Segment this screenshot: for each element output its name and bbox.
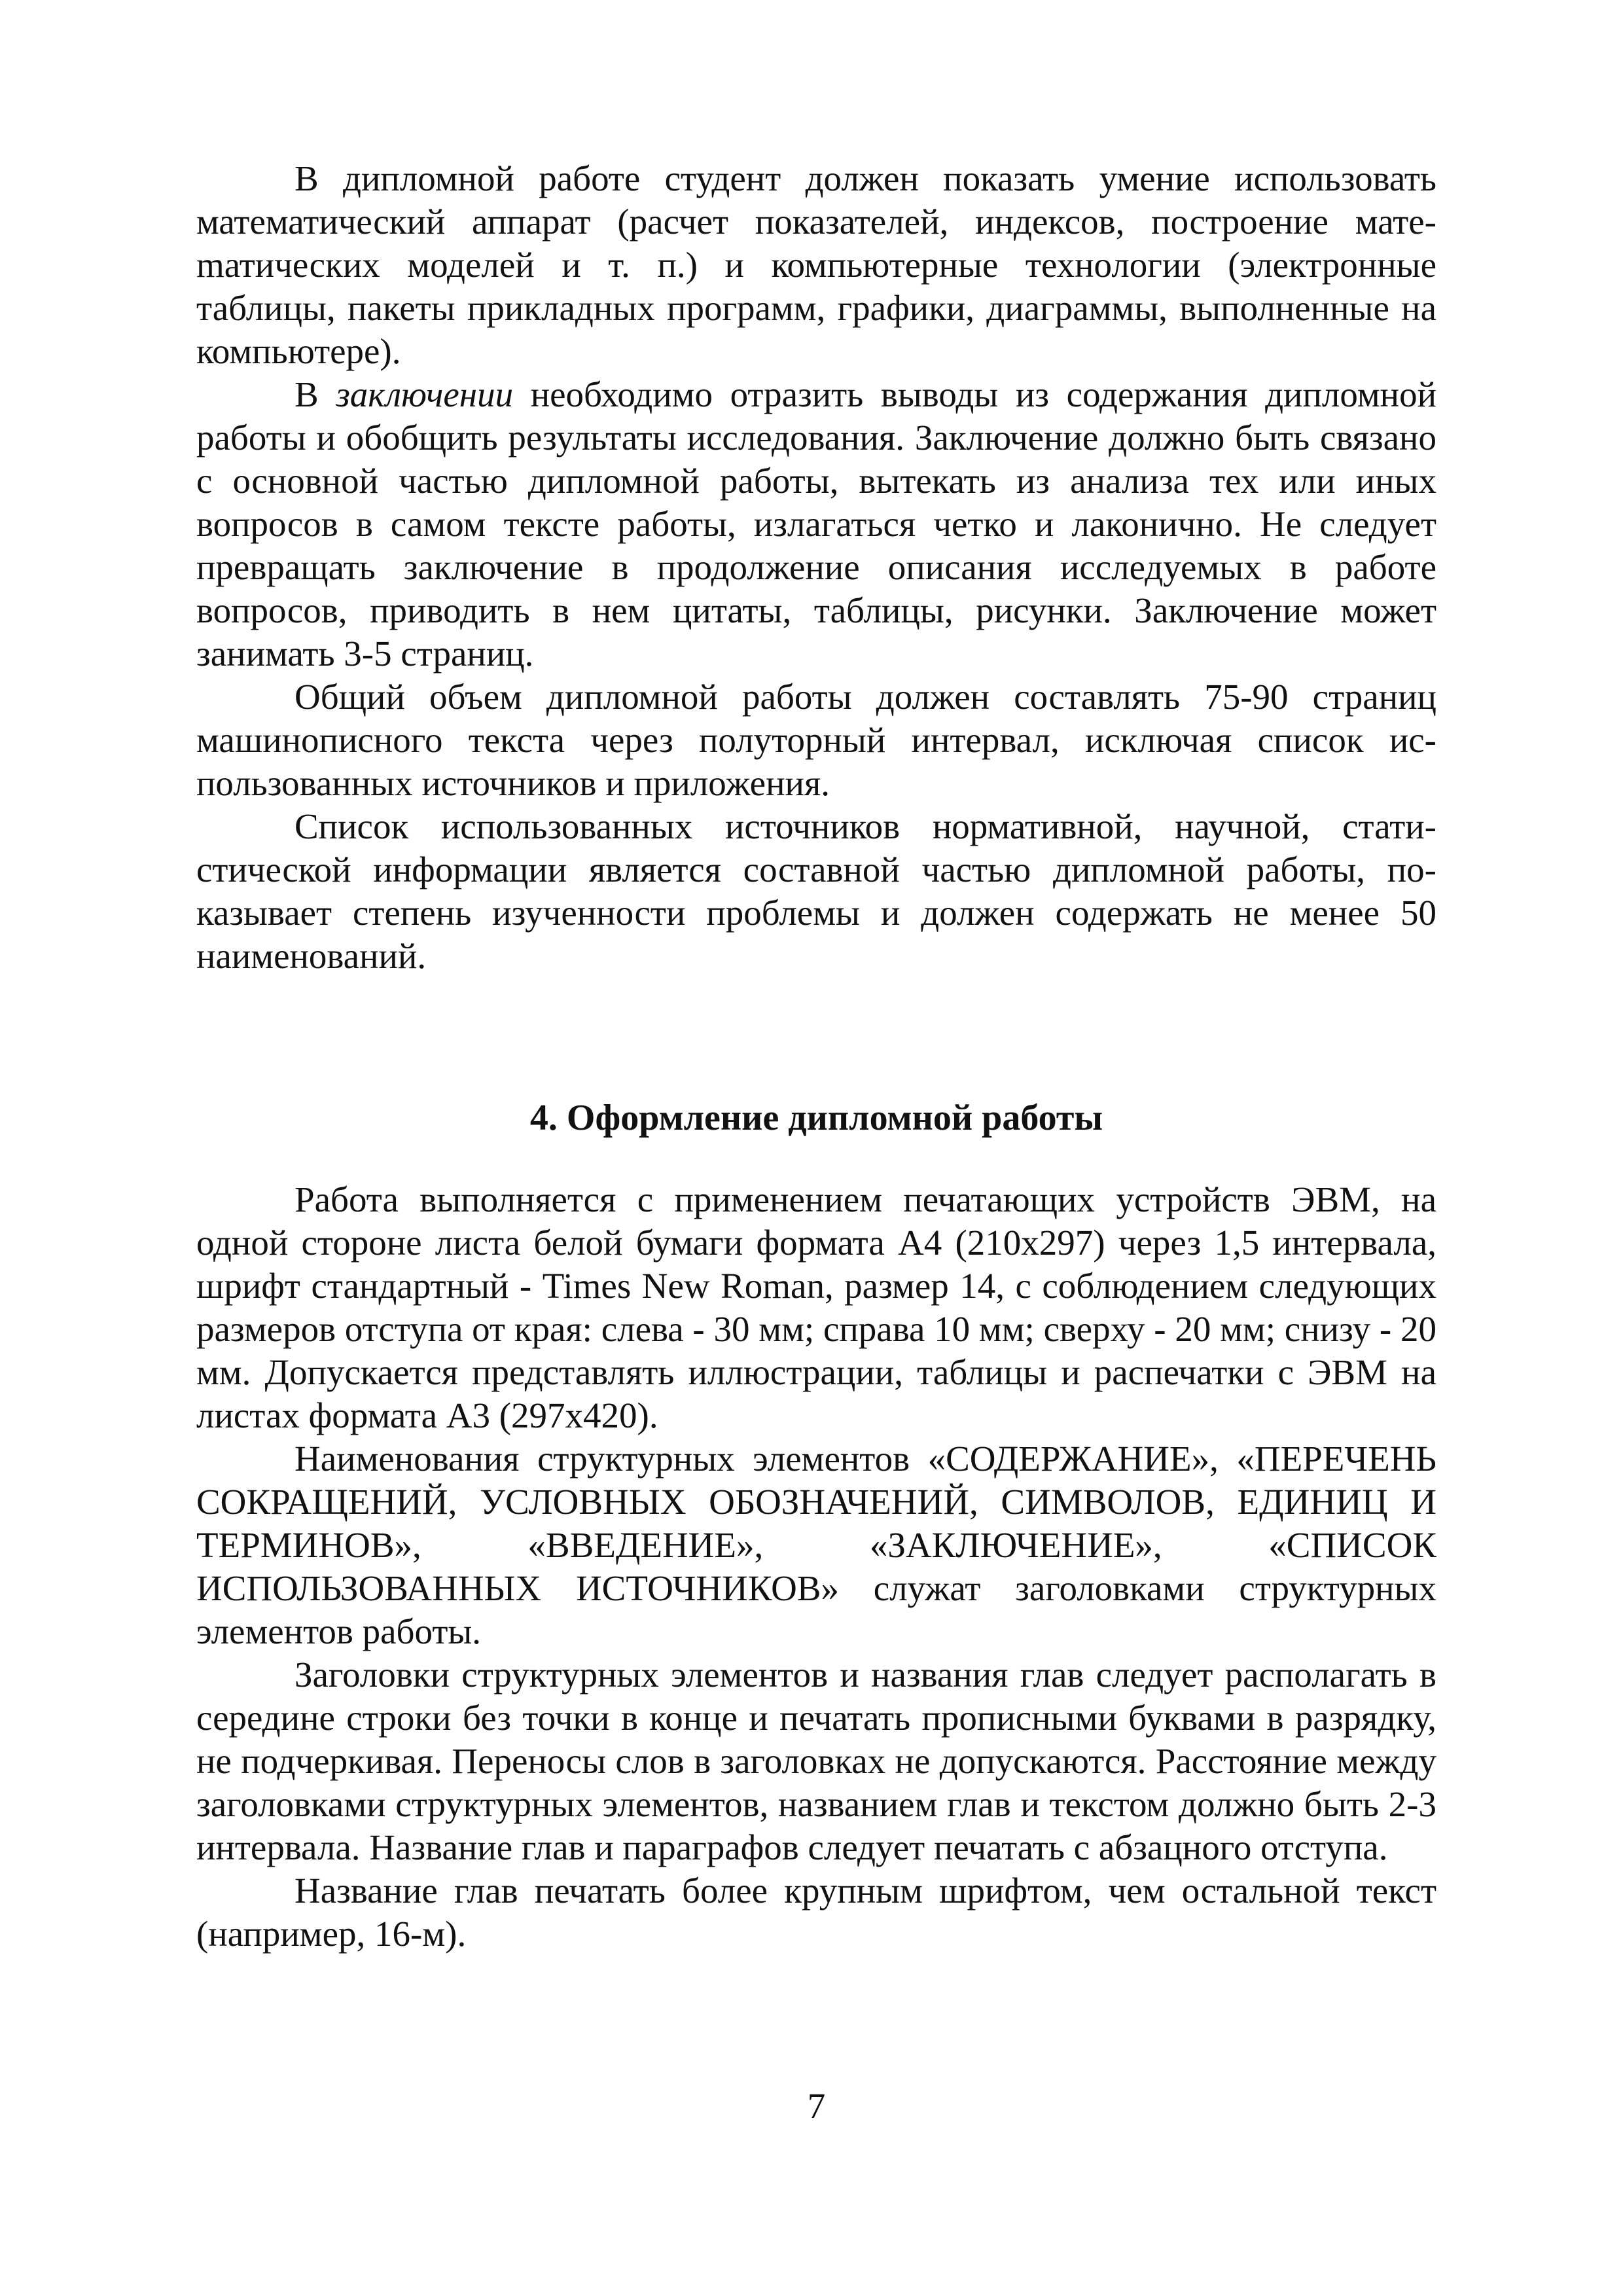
italic-term: заключении: [336, 374, 514, 414]
paragraph: Список использованных источников нормативной, научной, статистической информации является составной частью дипломной работы, показывает степень изученности проблемы и должен содержать не менее 50 наименований.: [196, 806, 1436, 976]
paragraph: Название глав печатать более крупным шрифтом, чем остальной текст (например, 16-м).: [196, 1871, 1436, 1954]
page-number: 7: [807, 2086, 826, 2126]
paragraph: Общий объем дипломной работы должен составлять 75-90 страниц машинописного текста через полуторный интервал, исключая список использованных источников и приложения.: [196, 677, 1436, 803]
section-title: 4. Оформление дипломной работы: [529, 1098, 1103, 1138]
text-block-top: [196, 157, 1436, 978]
paragraph: Работа выполняется с применением печатающих устройств ЭВМ, на одной стороне листа белой бумаги формата А4 (210х297) через 1,5 интервала, шрифт стандартный - Times New Roman, размер 14, с соблюдением следующих размеров отступа от края: слева - 30 мм; справа 10 мм; сверху - 20 мм; снизу - 20 мм. Допускается представлять иллюстрации, таблицы и распечатки с ЭВМ на листах формата А3 (297х420).: [196, 1179, 1436, 1435]
paragraph: Заголовки структурных элементов и названия глав следует располагать в середине строки без точки в конце и печатать прописными буквами в разрядку, не подчеркивая. Переносы слов в заголовках не допускаются. Расстояние между заголовками структурных элементов, названием глав и текстом должно быть 2-3 интервала. Название глав и параграфов следует печатать с абзацного отступа.: [196, 1655, 1436, 1867]
paragraph: В дипломной работе студент должен показать умение использовать математический аппарат (расчет показателей, индексов, построение матеmатических моделей и т. п.) и компьютерные технологии (электронные таблицы, пакеты прикладных программ, графики, диаграммы, выполненные на компьютере).: [196, 158, 1436, 371]
text-block-bottom: [196, 1178, 1436, 1956]
paragraph: В заключении необходимо отразить выводы из содержания дипломной работы и обобщить результаты исследования. Заключение должно быть связано с основной частью дипломной работы, вытекать из анализа тех или иных вопросов в самом тексте работы, излагаться четко и лаконично. Не следует превращать заключение в продолжение описания исследуемых в работе вопросов, приводить в нем цитаты, таблицы, рисунки. Заключение может занимать 3-5 страниц.: [196, 374, 1436, 673]
paragraph: Наименования структурных элементов «СОДЕРЖАНИЕ», «ПЕРЕЧЕНЬ СОКРАЩЕНИЙ, УСЛОВНЫХ ОБОЗНАЧЕНИЙ, СИМВОЛОВ, ЕДИНИЦ И ТЕРМИНОВ», «ВВЕДЕНИЕ», «ЗАКЛЮЧЕНИЕ», «СПИСОК ИСПОЛЬЗОВАННЫХ ИСТОЧНИКОВ» служат заголовками структурных элементов работы.: [196, 1439, 1436, 1651]
